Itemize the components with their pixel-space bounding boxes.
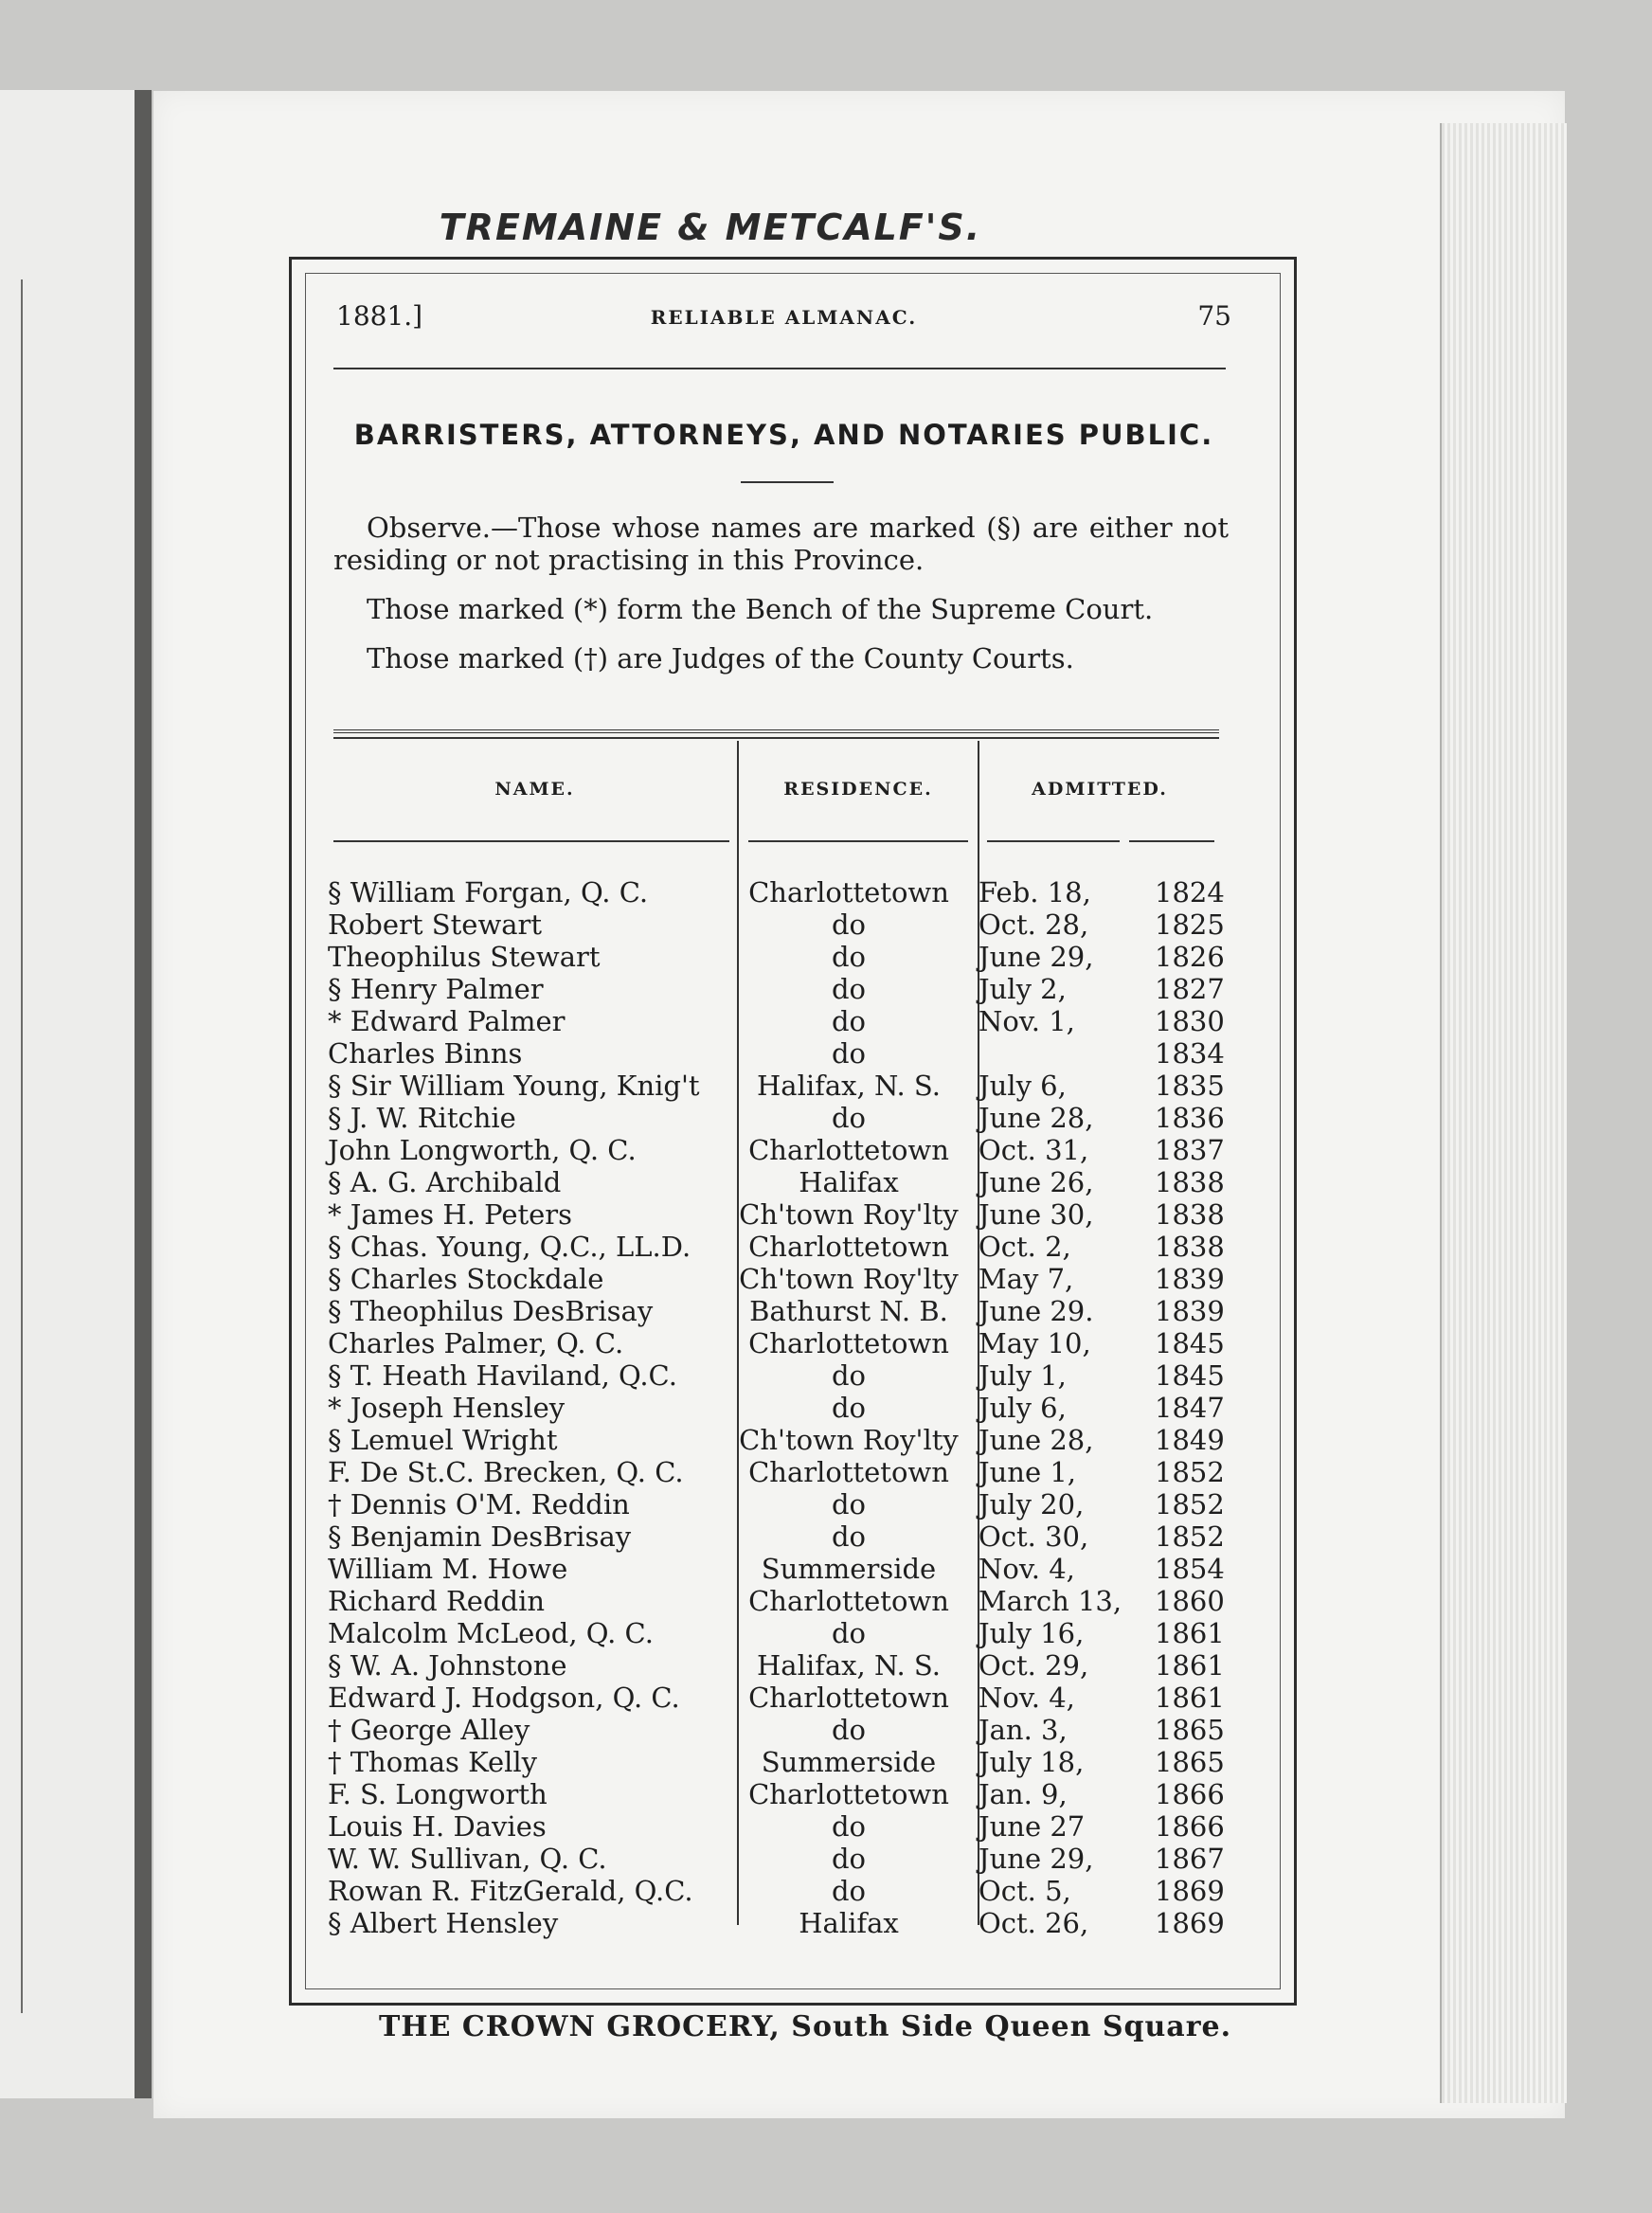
member-residence: Halifax bbox=[799, 1907, 899, 1939]
admitted-year: 1861 bbox=[1155, 1649, 1225, 1682]
admitted-date: July 6, bbox=[979, 1070, 1067, 1102]
admitted-date: June 28, bbox=[979, 1424, 1094, 1456]
left-page-edge bbox=[0, 279, 23, 2013]
page-stack-edge bbox=[1440, 123, 1567, 2103]
table-row bbox=[322, 941, 1225, 973]
member-name: Robert Stewart bbox=[328, 909, 543, 941]
member-name: § T. Heath Haviland, Q.C. bbox=[328, 1359, 677, 1392]
table-row bbox=[322, 1714, 1225, 1746]
member-name: John Longworth, Q. C. bbox=[328, 1134, 637, 1166]
admitted-date: May 7, bbox=[979, 1263, 1074, 1295]
table-row bbox=[322, 1456, 1225, 1488]
member-residence: Charlottetown bbox=[748, 1134, 949, 1166]
admitted-year: 1869 bbox=[1155, 1907, 1225, 1939]
admitted-date: July 16, bbox=[979, 1617, 1085, 1649]
admitted-year: 1865 bbox=[1155, 1714, 1225, 1746]
member-residence: Charlottetown bbox=[748, 1585, 949, 1617]
admitted-year: 1860 bbox=[1155, 1585, 1225, 1617]
member-residence: do bbox=[831, 1617, 867, 1649]
header-rule bbox=[333, 368, 1226, 369]
admitted-year: 1826 bbox=[1155, 941, 1225, 973]
admitted-date: May 10, bbox=[979, 1327, 1091, 1359]
admitted-year: 1827 bbox=[1155, 973, 1225, 1005]
member-name: † Thomas Kelly bbox=[328, 1746, 538, 1778]
table-row bbox=[322, 1585, 1225, 1617]
member-residence: do bbox=[831, 1843, 867, 1875]
admitted-year: 1838 bbox=[1155, 1198, 1225, 1231]
table-row bbox=[322, 1488, 1225, 1520]
left-page-fragment bbox=[0, 90, 152, 2098]
admitted-date: July 2, bbox=[979, 973, 1067, 1005]
column-header-name: NAME. bbox=[494, 779, 575, 800]
table-row bbox=[322, 1005, 1225, 1037]
member-residence: Charlottetown bbox=[748, 1682, 949, 1714]
member-name: Edward J. Hodgson, Q. C. bbox=[328, 1682, 680, 1714]
section-title: BARRISTERS, ATTORNEYS, AND NOTARIES PUBLIC. bbox=[353, 419, 1214, 451]
member-residence: Halifax, N. S. bbox=[757, 1649, 941, 1682]
member-residence: do bbox=[831, 1005, 867, 1037]
member-residence: do bbox=[831, 1102, 867, 1134]
admitted-date: June 1, bbox=[979, 1456, 1077, 1488]
admitted-date: June 29, bbox=[979, 1843, 1094, 1875]
admitted-date: July 20, bbox=[979, 1488, 1085, 1520]
admitted-date: Oct. 30, bbox=[979, 1520, 1089, 1553]
admitted-date: Oct. 5, bbox=[979, 1875, 1071, 1907]
member-residence: do bbox=[831, 973, 867, 1005]
member-residence: do bbox=[831, 1875, 867, 1907]
member-residence: Charlottetown bbox=[748, 876, 949, 909]
member-residence: do bbox=[831, 1037, 867, 1070]
table-row bbox=[322, 1907, 1225, 1939]
member-name: § Benjamin DesBrisay bbox=[328, 1520, 632, 1553]
table-row bbox=[322, 1102, 1225, 1134]
column-rule-residence bbox=[748, 840, 968, 842]
admitted-year: 1852 bbox=[1155, 1456, 1225, 1488]
supreme-court-note: Those marked (*) form the Bench of the Supreme Court. bbox=[367, 593, 1154, 625]
admitted-year: 1830 bbox=[1155, 1005, 1225, 1037]
member-residence: Bathurst N. B. bbox=[749, 1295, 948, 1327]
roster-table bbox=[322, 876, 1225, 1939]
table-row bbox=[322, 1231, 1225, 1263]
table-row bbox=[322, 1166, 1225, 1198]
table-row bbox=[322, 1037, 1225, 1070]
member-name: § William Forgan, Q. C. bbox=[328, 876, 649, 909]
admitted-year: 1866 bbox=[1155, 1778, 1225, 1810]
column-rule-year bbox=[1129, 840, 1214, 842]
member-residence: Ch'town Roy'lty bbox=[739, 1263, 959, 1295]
table-row bbox=[322, 1134, 1225, 1166]
admitted-date: July 1, bbox=[979, 1359, 1067, 1392]
member-name: § Lemuel Wright bbox=[328, 1424, 558, 1456]
admitted-year: 1838 bbox=[1155, 1231, 1225, 1263]
admitted-year: 1861 bbox=[1155, 1617, 1225, 1649]
admitted-year: 1869 bbox=[1155, 1875, 1225, 1907]
member-residence: Halifax bbox=[799, 1166, 899, 1198]
admitted-year: 1824 bbox=[1155, 876, 1225, 909]
member-name: * Joseph Hensley bbox=[328, 1392, 566, 1424]
table-row bbox=[322, 1327, 1225, 1359]
member-residence: Halifax, N. S. bbox=[757, 1070, 941, 1102]
table-row bbox=[322, 1263, 1225, 1295]
admitted-year: 1854 bbox=[1155, 1553, 1225, 1585]
member-residence: do bbox=[831, 909, 867, 941]
member-residence: Charlottetown bbox=[748, 1456, 949, 1488]
admitted-date: July 18, bbox=[979, 1746, 1085, 1778]
observe-note: Observe.—Those whose names are marked (§) are either not residing or not practising in this Province. bbox=[333, 512, 1229, 576]
member-name: * James H. Peters bbox=[328, 1198, 573, 1231]
admitted-year: 1852 bbox=[1155, 1488, 1225, 1520]
member-name: Theophilus Stewart bbox=[328, 941, 601, 973]
member-name: Louis H. Davies bbox=[328, 1810, 547, 1843]
column-rule-name bbox=[333, 840, 729, 842]
title-rule bbox=[741, 481, 834, 483]
member-residence: Charlottetown bbox=[748, 1327, 949, 1359]
member-name: W. W. Sullivan, Q. C. bbox=[328, 1843, 607, 1875]
member-residence: do bbox=[831, 1714, 867, 1746]
member-name: § J. W. Ritchie bbox=[328, 1102, 516, 1134]
member-residence: do bbox=[831, 1520, 867, 1553]
admitted-date: Oct. 26, bbox=[979, 1907, 1089, 1939]
member-name: * Edward Palmer bbox=[328, 1005, 566, 1037]
member-residence: do bbox=[831, 1359, 867, 1392]
table-row bbox=[322, 973, 1225, 1005]
admitted-year: 1834 bbox=[1155, 1037, 1225, 1070]
admitted-year: 1865 bbox=[1155, 1746, 1225, 1778]
running-head-year: 1881.] bbox=[336, 300, 423, 332]
member-name: † Dennis O'M. Reddin bbox=[328, 1488, 630, 1520]
table-row bbox=[322, 1810, 1225, 1843]
admitted-date: Nov. 1, bbox=[979, 1005, 1075, 1037]
table-row bbox=[322, 1553, 1225, 1585]
admitted-year: 1837 bbox=[1155, 1134, 1225, 1166]
table-row bbox=[322, 1198, 1225, 1231]
admitted-year: 1867 bbox=[1155, 1843, 1225, 1875]
table-row bbox=[322, 1746, 1225, 1778]
admitted-date: Nov. 4, bbox=[979, 1682, 1075, 1714]
member-name: § W. A. Johnstone bbox=[328, 1649, 567, 1682]
member-name: Richard Reddin bbox=[328, 1585, 546, 1617]
notes-block bbox=[333, 512, 1229, 675]
admitted-year: 1852 bbox=[1155, 1520, 1225, 1553]
admitted-year: 1847 bbox=[1155, 1392, 1225, 1424]
admitted-date: Nov. 4, bbox=[979, 1553, 1075, 1585]
table-row bbox=[322, 1424, 1225, 1456]
admitted-date: June 27 bbox=[979, 1810, 1086, 1843]
admitted-year: 1825 bbox=[1155, 909, 1225, 941]
footer-advertisement: THE CROWN GROCERY, South Side Queen Square. bbox=[378, 2010, 1232, 2043]
member-name: William M. Howe bbox=[328, 1553, 568, 1585]
admitted-year: 1835 bbox=[1155, 1070, 1225, 1102]
column-rule-date bbox=[987, 840, 1120, 842]
admitted-date: Oct. 28, bbox=[979, 909, 1089, 941]
running-head-title: RELIABLE ALMANAC. bbox=[650, 306, 918, 329]
admitted-date: Jan. 9, bbox=[979, 1778, 1068, 1810]
admitted-date: Oct. 29, bbox=[979, 1649, 1089, 1682]
member-residence: Charlottetown bbox=[748, 1231, 949, 1263]
member-name: § Sir William Young, Knig't bbox=[328, 1070, 700, 1102]
table-row bbox=[322, 1617, 1225, 1649]
member-name: § Chas. Young, Q.C., LL.D. bbox=[328, 1231, 691, 1263]
column-header-residence: RESIDENCE. bbox=[783, 779, 933, 800]
admitted-date: June 26, bbox=[979, 1166, 1094, 1198]
admitted-date: March 13, bbox=[979, 1585, 1122, 1617]
table-row bbox=[322, 1392, 1225, 1424]
table-row bbox=[322, 1070, 1225, 1102]
member-residence: do bbox=[831, 1488, 867, 1520]
admitted-date: June 29. bbox=[979, 1295, 1094, 1327]
table-row bbox=[322, 1778, 1225, 1810]
member-name: § Theophilus DesBrisay bbox=[328, 1295, 654, 1327]
table-row bbox=[322, 876, 1225, 909]
admitted-year: 1845 bbox=[1155, 1359, 1225, 1392]
member-residence: Summerside bbox=[761, 1746, 937, 1778]
page-number: 75 bbox=[1197, 300, 1231, 332]
table-row bbox=[322, 1295, 1225, 1327]
member-residence: Ch'town Roy'lty bbox=[739, 1198, 959, 1231]
member-residence: Summerside bbox=[761, 1553, 937, 1585]
running-head bbox=[336, 300, 1231, 338]
member-name: † George Alley bbox=[328, 1714, 530, 1746]
member-name: Malcolm McLeod, Q. C. bbox=[328, 1617, 654, 1649]
table-row bbox=[322, 1682, 1225, 1714]
member-residence: Ch'town Roy'lty bbox=[739, 1424, 959, 1456]
county-court-note: Those marked (†) are Judges of the County Courts. bbox=[367, 642, 1074, 675]
admitted-date: July 6, bbox=[979, 1392, 1067, 1424]
table-row bbox=[322, 909, 1225, 941]
admitted-year: 1839 bbox=[1155, 1263, 1225, 1295]
table-row bbox=[322, 1649, 1225, 1682]
table-top-rule bbox=[333, 729, 1219, 739]
admitted-year: 1845 bbox=[1155, 1327, 1225, 1359]
member-name: Rowan R. FitzGerald, Q.C. bbox=[328, 1875, 693, 1907]
admitted-date: Oct. 31, bbox=[979, 1134, 1089, 1166]
admitted-year: 1839 bbox=[1155, 1295, 1225, 1327]
admitted-year: 1849 bbox=[1155, 1424, 1225, 1456]
member-name: Charles Palmer, Q. C. bbox=[328, 1327, 624, 1359]
member-name: § Charles Stockdale bbox=[328, 1263, 604, 1295]
table-row bbox=[322, 1843, 1225, 1875]
member-name: § Henry Palmer bbox=[328, 973, 544, 1005]
admitted-date: June 30, bbox=[979, 1198, 1094, 1231]
member-residence: Charlottetown bbox=[748, 1778, 949, 1810]
admitted-year: 1866 bbox=[1155, 1810, 1225, 1843]
admitted-date: Jan. 3, bbox=[979, 1714, 1068, 1746]
table-row bbox=[322, 1359, 1225, 1392]
member-residence: do bbox=[831, 1392, 867, 1424]
admitted-year: 1836 bbox=[1155, 1102, 1225, 1134]
admitted-date: Feb. 18, bbox=[979, 876, 1091, 909]
member-name: § Albert Hensley bbox=[328, 1907, 559, 1939]
column-header-admitted: ADMITTED. bbox=[1032, 779, 1168, 800]
table-row bbox=[322, 1520, 1225, 1553]
member-name: F. S. Longworth bbox=[328, 1778, 548, 1810]
admitted-date: June 29, bbox=[979, 941, 1094, 973]
member-residence: do bbox=[831, 1810, 867, 1843]
member-name: Charles Binns bbox=[328, 1037, 523, 1070]
admitted-year: 1838 bbox=[1155, 1166, 1225, 1198]
member-name: § A. G. Archibald bbox=[328, 1166, 562, 1198]
admitted-date: Oct. 2, bbox=[979, 1231, 1071, 1263]
member-residence: do bbox=[831, 941, 867, 973]
admitted-date: June 28, bbox=[979, 1102, 1094, 1134]
publisher-header: TREMAINE & METCALF'S. bbox=[439, 207, 982, 248]
member-name: F. De St.C. Brecken, Q. C. bbox=[328, 1456, 684, 1488]
table-row bbox=[322, 1875, 1225, 1907]
admitted-year: 1861 bbox=[1155, 1682, 1225, 1714]
